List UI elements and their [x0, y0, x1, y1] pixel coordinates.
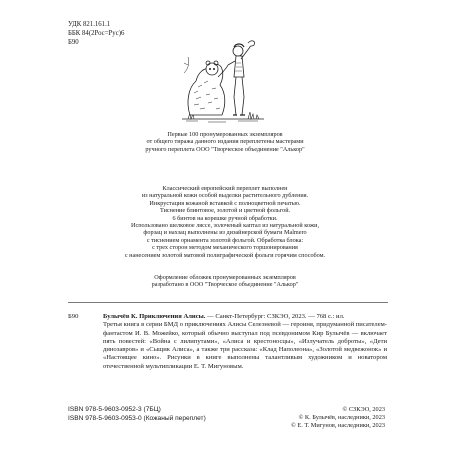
note-line: Использовано шелковое ляссе, золоченый каптал из натуральной кожи, — [130, 222, 320, 230]
bibliographic-entry — [103, 313, 387, 371]
note-line: с трех сторон методом механического торшонирования — [152, 244, 298, 252]
udc-code: УДК 821.161.1 — [68, 21, 111, 28]
note-line: Инкрустация кожаной вставкой с полноцветной печатью. — [149, 199, 301, 207]
note-line: разработано в ООО "Творческое объединение "Алькор" — [151, 281, 299, 289]
binding-note — [90, 185, 360, 259]
entry-author-title: Булычёв К. Приключения Алисы. — [103, 313, 206, 320]
numbered-copies-note — [90, 131, 360, 153]
note-line: Классический европейский переплет выполнен — [162, 185, 288, 192]
note-line: 6 бинтов на корешке ручной обработки. — [172, 214, 278, 222]
note-line: ручного переплета ООО "Творческое объединение "Алькор" — [145, 145, 305, 153]
note-line: с нанесением золотой матовой полиграфической фольги горячим способом. — [124, 251, 326, 259]
entry-imprint: — Санкт-Петербург: СЗКЭО, 2023. — 768 с.: ил. — [205, 313, 345, 320]
note-line: с тиснением орнамента золотой фольгой. Обработка блока: — [146, 236, 304, 244]
note-line: от общего тиража данного издания переплетены мастерами — [146, 138, 304, 146]
divider-line — [68, 302, 388, 303]
cover-design-note — [90, 274, 360, 289]
entry-code: Б90 — [68, 313, 79, 320]
boy-and-bear-engraving-icon — [178, 33, 268, 125]
copyright-block — [250, 406, 385, 431]
copyright-line: © К. Булычёв, наследники, 2023 — [298, 414, 385, 422]
note-line: Оформление обложек пронумерованных экземпляров — [154, 274, 296, 281]
author-code: Б90 — [68, 39, 79, 46]
bbk-code: ББК 84(2Рос=Рус)6 — [68, 30, 125, 37]
classification-block — [68, 20, 188, 47]
isbn-block — [68, 406, 238, 423]
note-line: Первые 100 пронумерованных экземпляров — [167, 131, 283, 138]
copyright-line: © Е. Т. Мигунов, наследники, 2023 — [291, 422, 385, 430]
isbn-line: ISBN 978-5-9603-0952-3 (7БЦ) — [68, 406, 161, 413]
isbn-line: ISBN 978-5-9603-0953-0 (Кожаный переплет) — [68, 414, 206, 422]
entry-annotation: Третья книга в серии БМД о приключениях Алисы Селезневой — героиня, придуманной писателем-фантастом И. В. Можейко, который обычно выступал под псевдонимом Кир Булычёв — включает пять повестей: «Война с лилипутами», «Алиса и крестоносцы», «Излучатель доброты», «Дети динозавров» и «Сыщик Алиса», а также три рассказа: «Клад Наполеона», «Золотой медвежонок» и «Настоящее кино». Рисунки в книге выполнены талантливым художником и новатором отечественной мультипликации Е. Т. Мигуновым. — [103, 321, 387, 370]
copyright-line: © СЗКЭО, 2023 — [342, 406, 385, 413]
note-line: форзац и нахзац выполнены из дизайнерской бумаги Malmero — [143, 229, 307, 237]
note-line: из натуральной кожи особой выделки растительного дубления. — [141, 192, 309, 200]
note-line: Тиснение блинтовое, золотой и цветной фольгой. — [159, 207, 291, 215]
